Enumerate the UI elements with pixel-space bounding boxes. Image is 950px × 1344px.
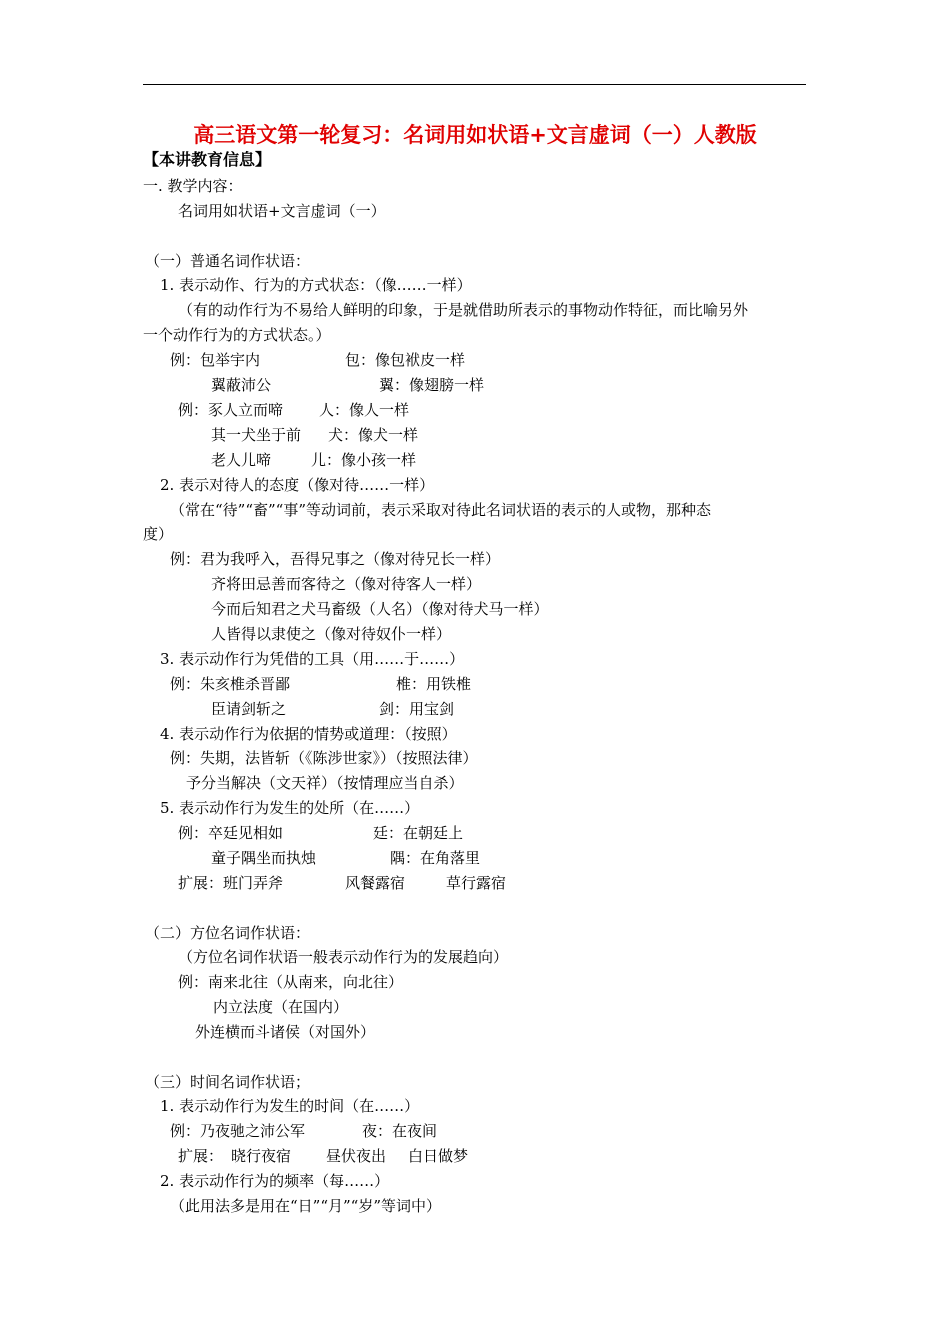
- text-line: 其一犬坐于前: [211, 426, 302, 444]
- text-line: （此用法多是用在“日”“月”“岁”等词中）: [170, 1197, 442, 1215]
- text-line: 人皆得以隶使之（像对待奴仆一样）: [211, 625, 452, 643]
- text-line: 儿：像小孩一样: [311, 451, 417, 469]
- text-line: 剑：用宝剑: [379, 700, 455, 718]
- text-line: 1. 表示动作、行为的方式状态：（像……一样）: [160, 276, 472, 294]
- text-line: 椎：用铁椎: [396, 675, 472, 693]
- text-line: 翼：像翅膀一样: [379, 376, 485, 394]
- text-line: 一个动作行为的方式状态。）: [143, 326, 331, 344]
- text-line: 扩展：: [178, 1147, 224, 1165]
- text-line: 予分当解决（文天祥）（按情理应当自杀）: [186, 774, 464, 792]
- text-line: 齐将田忌善而客待之（像对待客人一样）: [211, 575, 482, 593]
- text-line: 昼伏夜出: [326, 1147, 387, 1165]
- text-line: 今而后知君之犬马畜级（人名）（像对待犬马一样）: [211, 600, 549, 618]
- text-line: 名词用如状语+文言虚词（一）: [178, 202, 386, 220]
- text-line: 2. 表示对待人的态度（像对待……一样）: [160, 476, 435, 494]
- text-line: 外连横而斗诸侯（对国外）: [195, 1023, 376, 1041]
- text-line: 例：失期，法皆斩（《陈涉世家》）（按照法律）: [170, 749, 478, 767]
- text-line: 扩展：班门弄斧: [178, 874, 284, 892]
- text-line: 例：豕人立而啼: [178, 401, 284, 419]
- text-line: 包：像包袱皮一样: [345, 351, 466, 369]
- text-line: 例：卒廷见相如: [178, 824, 284, 842]
- text-line: 隅：在角落里: [390, 849, 481, 867]
- text-line: 臣请剑斩之: [211, 700, 287, 718]
- text-line: （常在“待”“畜”“事”等动词前，表示采取对待此名词状语的表示的人或物，那种态: [170, 501, 712, 519]
- text-line: 例：乃夜驰之沛公军: [170, 1122, 306, 1140]
- text-line: 夜：在夜间: [362, 1122, 438, 1140]
- text-line: 童子隅坐而执烛: [211, 849, 317, 867]
- text-line: 人：像人一样: [319, 401, 410, 419]
- text-line: 例：朱亥椎杀晋鄙: [170, 675, 291, 693]
- text-line: 1. 表示动作行为发生的时间（在……）: [160, 1097, 420, 1115]
- text-line: 4. 表示动作行为依据的情势或道理：（按照）: [160, 725, 457, 743]
- text-line: 草行露宿: [446, 874, 507, 892]
- text-line: （二）方位名词作状语：: [145, 924, 311, 942]
- text-line: （一）普通名词作状语：: [145, 252, 311, 270]
- text-line: 老人儿啼: [211, 451, 272, 469]
- text-line: 内立法度（在国内）: [213, 998, 349, 1016]
- text-line: 风餐露宿: [345, 874, 406, 892]
- text-line: 5. 表示动作行为发生的处所（在……）: [160, 799, 420, 817]
- document-title: 高三语文第一轮复习：名词用如状语+文言虚词（一）人教版: [193, 123, 757, 147]
- text-line: 例：南来北往（从南来，向北往）: [178, 973, 404, 991]
- text-line: 例：包举宇内: [170, 351, 261, 369]
- text-line: 白日做梦: [408, 1147, 469, 1165]
- header-rule: [143, 84, 806, 85]
- text-line: 3. 表示动作行为凭借的工具（用……于……）: [160, 650, 465, 668]
- text-line: 一. 教学内容：: [143, 177, 243, 195]
- text-line: （有的动作行为不易给人鲜明的印象，于是就借助所表示的事物动作特征，而比喻另外: [178, 301, 749, 319]
- section-header: 【本讲教育信息】: [143, 150, 272, 169]
- text-line: 廷：在朝廷上: [373, 824, 464, 842]
- text-line: 晓行夜宿: [231, 1147, 292, 1165]
- text-line: 犬：像犬一样: [328, 426, 419, 444]
- text-line: （方位名词作状语一般表示动作行为的发展趋向）: [178, 948, 509, 966]
- text-line: （三）时间名词作状语；: [145, 1073, 311, 1091]
- text-line: 翼蔽沛公: [211, 376, 272, 394]
- text-line: 2. 表示动作行为的频率（每……）: [160, 1172, 390, 1190]
- text-line: 例：君为我呼入，吾得兄事之（像对待兄长一样）: [170, 550, 501, 568]
- text-line: 度）: [143, 525, 174, 543]
